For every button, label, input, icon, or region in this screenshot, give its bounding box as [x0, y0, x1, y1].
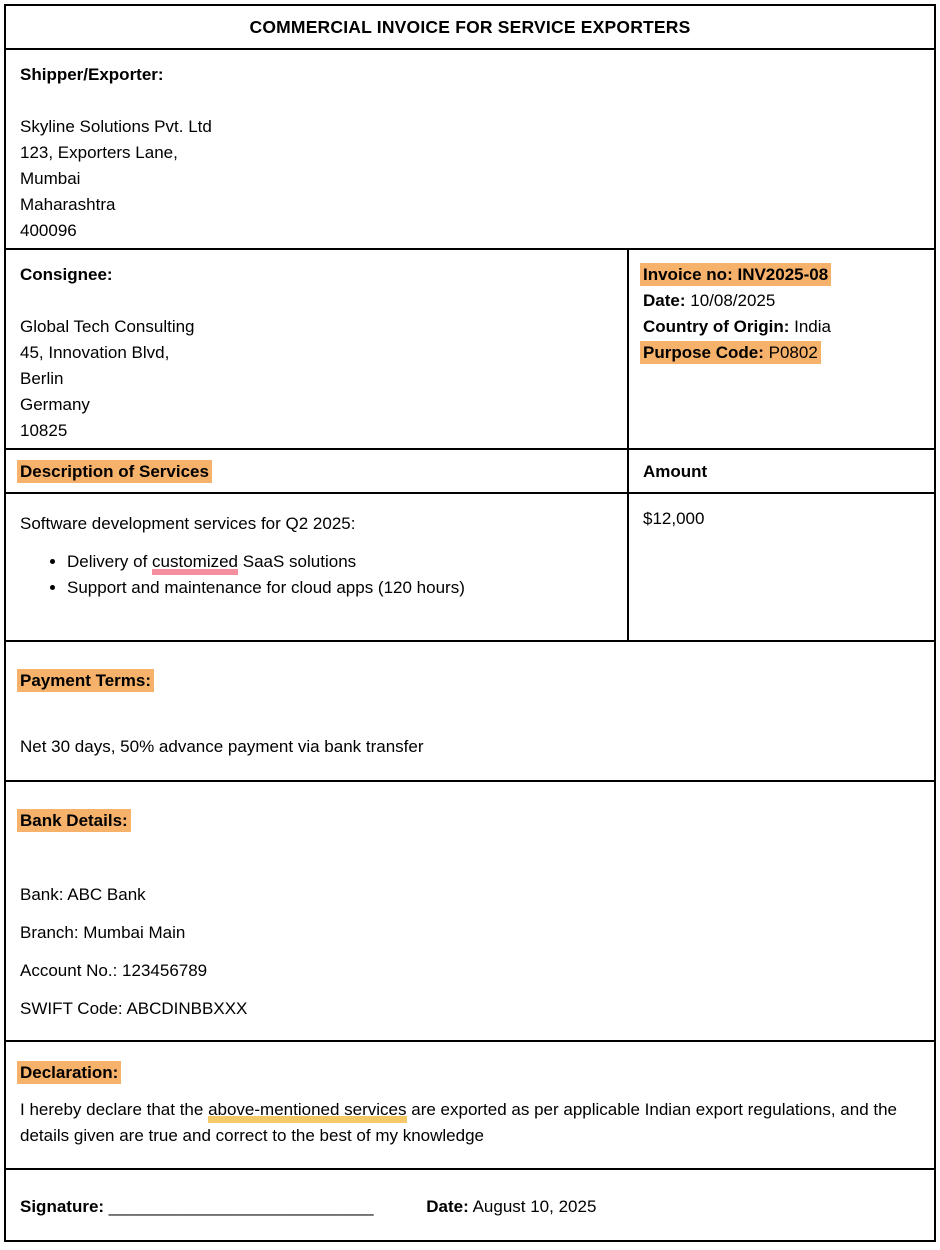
purpose-code-label: Purpose Code:: [643, 343, 764, 362]
declaration-text-after: are exported as per applicable Indian export regulations, and the details given are true and correct to the best of my knowledge: [20, 1100, 898, 1145]
invoice-table: [4, 4, 936, 1242]
country-of-origin-line: [643, 314, 920, 340]
grammar-underlined-phrase: above-mentioned services: [208, 1100, 406, 1123]
signature-blank-line: ____________________________: [108, 1197, 374, 1216]
services-header-row: [6, 448, 934, 492]
payment-terms-cell: [6, 642, 934, 772]
services-content-row: [6, 492, 934, 640]
consignee-row: [6, 248, 934, 448]
title-row: [6, 6, 934, 48]
signature-date-label: Date:: [426, 1197, 469, 1216]
bank-details-cell: [6, 782, 934, 1046]
shipper-label: Shipper/Exporter:: [20, 65, 164, 84]
bank-detail-line: Branch: Mumbai Main: [20, 923, 186, 942]
bank-details-label: Bank Details:: [20, 811, 128, 830]
amount-value-cell: [629, 494, 934, 640]
signature-cell: [6, 1170, 934, 1232]
amount-value: $12,000: [643, 509, 705, 528]
declaration-text-before: I hereby declare that the: [20, 1100, 209, 1119]
bank-detail-line: SWIFT Code: ABCDINBBXXX: [20, 999, 248, 1018]
signature-date-group: [426, 1197, 596, 1216]
shipper-address-line: Maharashtra: [20, 195, 116, 214]
signature-date-value: August 10, 2025: [472, 1197, 597, 1216]
consignee-address-line: Berlin: [20, 369, 64, 388]
invoice-date-label: Date:: [643, 291, 686, 310]
consignee-address-line: 45, Innovation Blvd,: [20, 343, 170, 362]
shipper-address-line: 400096: [20, 221, 77, 240]
payment-terms-text: Net 30 days, 50% advance payment via bank transfer: [20, 737, 424, 756]
services-bullet-list: [20, 549, 613, 601]
bank-details-row: [6, 780, 934, 1040]
country-of-origin-label: Country of Origin:: [643, 317, 790, 336]
consignee-cell: [6, 250, 629, 448]
declaration-cell: [6, 1042, 934, 1161]
invoice-number-line: [643, 262, 920, 288]
services-intro: Software development services for Q2 2025:: [20, 514, 356, 533]
amount-header-cell: [629, 450, 934, 492]
spellcheck-underlined-word: customized: [152, 552, 238, 575]
consignee-address-line: 10825: [20, 421, 68, 440]
shipper-row: [6, 48, 934, 248]
bullet-text-before: Delivery of: [67, 552, 153, 571]
spacer: [20, 88, 920, 114]
description-header: Description of Services: [20, 462, 209, 481]
bank-detail-line: Account No.: 123456789: [20, 961, 208, 980]
shipper-cell: [6, 50, 934, 256]
purpose-code-line: [643, 340, 920, 366]
country-of-origin-value: India: [794, 317, 831, 336]
consignee-address-line: Germany: [20, 395, 90, 414]
shipper-address-line: Mumbai: [20, 169, 81, 188]
consignee-address-line: Global Tech Consulting: [20, 317, 195, 336]
page-title: COMMERCIAL INVOICE FOR SERVICE EXPORTERS: [249, 16, 691, 37]
declaration-text: [20, 1097, 920, 1149]
shipper-address-line: 123, Exporters Lane,: [20, 143, 178, 162]
description-header-cell: [6, 450, 629, 492]
signature-row: [6, 1168, 934, 1240]
services-bullet-item: [67, 549, 613, 575]
invoice-date-value: 10/08/2025: [690, 291, 776, 310]
payment-terms-row: [6, 640, 934, 780]
spacer: [20, 288, 613, 314]
invoice-number-label: Invoice no:: [643, 265, 733, 284]
declaration-label: Declaration:: [20, 1063, 119, 1082]
invoice-date-line: [643, 288, 920, 314]
description-content-cell: [6, 494, 629, 640]
bank-detail-line: Bank: ABC Bank: [20, 885, 146, 904]
payment-terms-label: Payment Terms:: [20, 671, 152, 690]
signature-label: Signature:: [20, 1197, 105, 1216]
services-bullet-item: • Support and maintenance for cloud apps (120 hours): [67, 575, 613, 601]
invoice-meta-cell: [629, 250, 934, 448]
bullet-text-after: SaaS solutions: [238, 552, 357, 571]
amount-header: Amount: [643, 462, 708, 481]
purpose-code-value: P0802: [768, 343, 818, 362]
declaration-row: [6, 1040, 934, 1168]
consignee-label: Consignee:: [20, 265, 113, 284]
invoice-number-value: INV2025-08: [737, 265, 829, 284]
shipper-address-line: Skyline Solutions Pvt. Ltd: [20, 117, 212, 136]
